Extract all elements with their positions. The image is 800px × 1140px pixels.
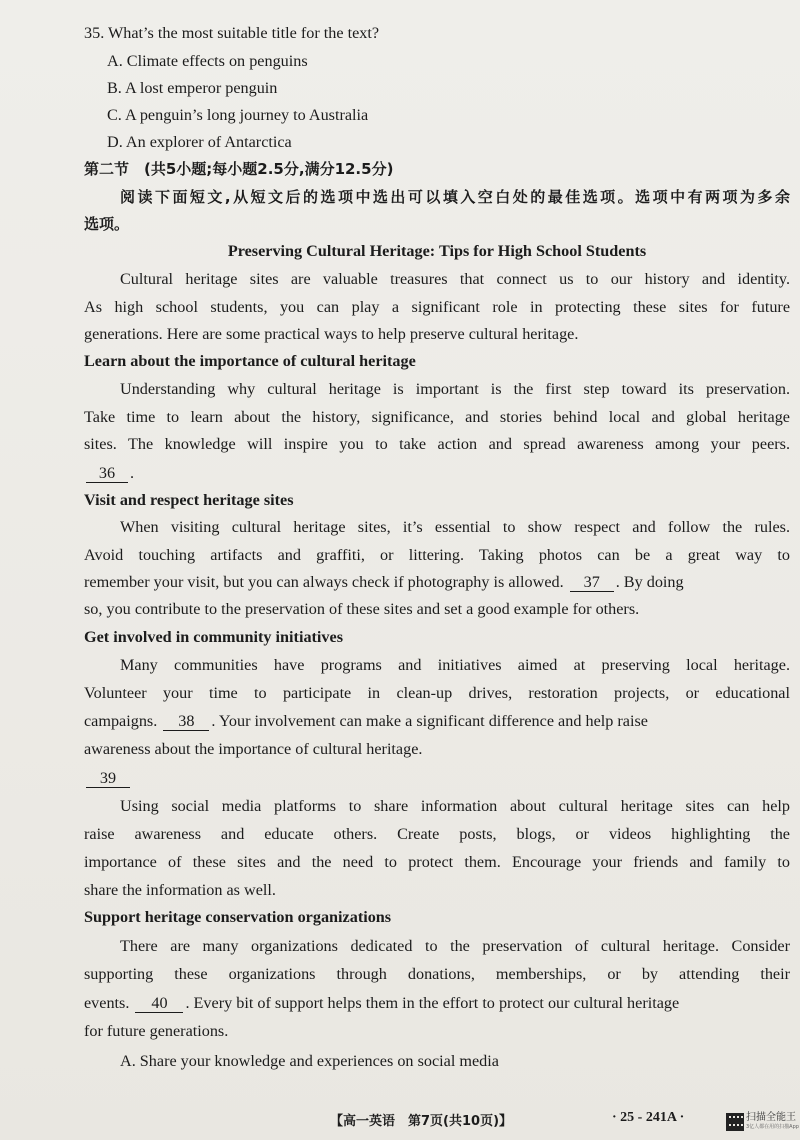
p4-line-2: raise awareness and educate others. Create posts, blogs, or videos highlighting the — [84, 825, 790, 843]
p5-line-2: supporting these organizations through donations, memberships, or by attending their — [84, 965, 790, 983]
intro-line-2: As high school students, you can play a significant role in protecting these sites for future — [84, 298, 790, 316]
choice-a: A. Share your knowledge and experiences on social media — [120, 1052, 499, 1070]
scanner-brand-subtitle: 3亿人都在用的扫描App — [746, 1124, 799, 1130]
p5-line-3 — [84, 992, 790, 1014]
section-instruction-cont: 选项。 — [84, 215, 130, 233]
p5-line-4: for future generations. — [84, 1022, 229, 1040]
section-heading: 第二节 (共5小题;每小题2.5分,满分12.5分) — [84, 160, 394, 178]
p1-line-3: sites. The knowledge will inspire you to take action and spread awareness among your peers. — [84, 435, 790, 453]
intro-line-1: Cultural heritage sites are valuable treasures that connect us to our history and identity. — [120, 270, 790, 288]
option-a-35: A. Climate effects on penguins — [107, 52, 308, 70]
p2-line-3-text: remember your visit, but you can always check if photography is allowed. — [84, 573, 564, 591]
p2-line-1: When visiting cultural heritage sites, it’s essential to show respect and follow the rules. — [120, 518, 790, 536]
option-d-35: D. An explorer of Antarctica — [107, 133, 292, 151]
p1-line-2: Take time to learn about the history, significance, and stories behind local and global heritage — [84, 408, 790, 426]
blank-40[interactable]: 40 — [135, 994, 183, 1013]
blank-36-line: 36 . — [84, 462, 790, 484]
p3-line-3-end: . Your involvement can make a significant difference and help raise — [211, 712, 648, 730]
blank-39[interactable]: 39 — [86, 769, 130, 788]
footer-code: · 25 - 241A · — [612, 1110, 685, 1125]
subheading-community: Get involved in community initiatives — [84, 628, 343, 646]
p3-line-2: Volunteer your time to participate in clean-up drives, restoration projects, or educational — [84, 684, 790, 702]
footer-page-info: 【高一英语 第7页(共10页)】 — [330, 1114, 513, 1129]
p4-line-4: share the information as well. — [84, 881, 276, 899]
p3-line-3-start: campaigns. — [84, 712, 158, 730]
p2-line-3-end: . By doing — [615, 573, 684, 591]
option-c-35: C. A penguin’s long journey to Australia — [107, 106, 369, 124]
p5-line-3-end: . Every bit of support helps them in the effort to protect our cultural heritage — [185, 994, 680, 1012]
p3-line-3 — [84, 710, 790, 732]
subheading-support: Support heritage conservation organizations — [84, 908, 392, 926]
section-instruction: 阅读下面短文,从短文后的选项中选出可以填入空白处的最佳选项。选项中有两项为多余 — [120, 188, 790, 206]
blank-36[interactable]: 36 — [86, 464, 128, 483]
p3-line-4: awareness about the importance of cultural heritage. — [84, 740, 423, 758]
p2-line-3 — [84, 571, 790, 593]
p4-line-1: Using social media platforms to share information about cultural heritage sites can help — [120, 797, 790, 815]
option-b-35: B. A lost emperor penguin — [107, 79, 278, 97]
page-footer — [0, 1110, 800, 1134]
scanner-brand: 扫描全能王 — [746, 1112, 796, 1123]
intro-line-3: generations. Here are some practical ways to help preserve cultural heritage. — [84, 325, 579, 343]
blank-39-line — [84, 767, 790, 789]
article-title: Preserving Cultural Heritage: Tips for High School Students — [227, 242, 647, 260]
p2-line-2: Avoid touching artifacts and graffiti, or littering. Taking photos can be a great way to — [84, 546, 790, 564]
question-35: 35. What’s the most suitable title for the text? — [84, 24, 380, 42]
p4-line-3: importance of these sites and the need to protect them. Encourage your friends and family to — [84, 853, 790, 871]
p5-line-3-start: events. — [84, 994, 130, 1012]
subheading-learn: Learn about the importance of cultural heritage — [84, 352, 416, 370]
p3-line-1: Many communities have programs and initiatives aimed at preserving local heritage. — [120, 656, 790, 674]
p5-line-1: There are many organizations dedicated to the preservation of cultural heritage. Consider — [120, 937, 790, 955]
blank-37[interactable]: 37 — [570, 573, 614, 592]
subheading-visit: Visit and respect heritage sites — [84, 491, 294, 509]
blank-38[interactable]: 38 — [163, 712, 209, 731]
p1-line-1: Understanding why cultural heritage is important is the first step toward its preservation. — [120, 380, 790, 398]
qr-code-icon — [726, 1113, 744, 1131]
p2-line-4: so, you contribute to the preservation of these sites and set a good example for others. — [84, 600, 640, 618]
